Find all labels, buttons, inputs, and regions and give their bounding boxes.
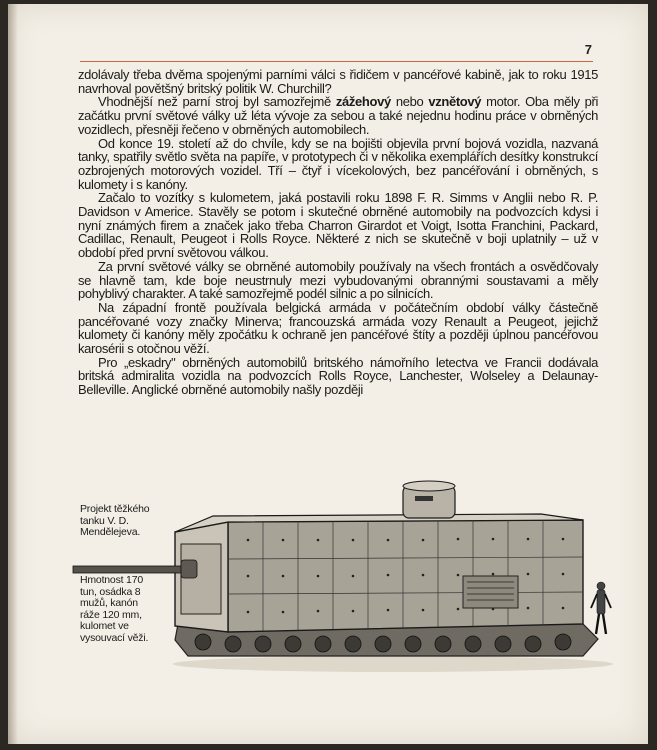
header-rule — [80, 61, 593, 62]
paragraph: Na západní frontě používala belgická armáda v počátečním období války částečně pancéřované vozy značky Minerva; francouzská armáda vozy Renault a Peugeot, jejichž kulomety či kanóny měly zpočátku k ochraně jen pancéřové štíty a později úplnou pancéřovou karosérii s otočnou věží. — [78, 299, 598, 357]
body-text — [78, 68, 598, 397]
illustration-caption-specs: Hmotnost 170 tun, osádka 8 mužů, kanón ráže 120 mm, kulomet ve vysouvací věži. — [80, 574, 149, 644]
paragraph: zdolávaly třeba dvěma spojenými parními válci s řidičem v pancéřové kabině, jak to roku 1915 navrhoval povětšný britský politik W. Churchill? — [78, 67, 598, 96]
paragraph-text: motor. Oba měly při začátku první světové války už léta vývoje za sebou a také nejednu hodinu práce v obrněných vozidlech, přesněji řečeno v obrněných automobilech. — [78, 94, 598, 137]
bold-term: vznětový — [428, 94, 482, 110]
paragraph: Od konce 19. století až do chvíle, kdy se na bojišti objevila první bojová vozidla, nazvaná tanky, spatřily světlo světa na papíře, v prototypech či v několika exemplářích desítky konstrukcí ozbrojených motorových vozidel. Tří – čtyř i vícekolových, bez pancéřování i obrněných, s kulomety i s kanóny. — [78, 135, 598, 192]
book-page — [8, 4, 648, 744]
human-figure — [591, 582, 611, 634]
paragraph-text: nebo — [390, 94, 429, 110]
paragraph-text: Vhodnější než parní stroj byl samozřejmě — [98, 94, 336, 110]
illustration-caption-title: Projekt těžkého tanku V. D. Mendělejeva. — [80, 503, 150, 538]
paragraph — [78, 95, 598, 136]
page-number: 7 — [584, 42, 592, 57]
bold-term: zážehový — [335, 94, 391, 110]
paragraph: Za první světové války se obrněné automobily používaly na všech frontách a osvědčovaly se hlavně tam, kde boje neustrnuly mezi vybudovanými obrannými soustavami a měly pohyblivý charakter. A také samozřejmě podél silnic a po silnicích. — [78, 258, 598, 302]
page-gutter-shadow — [8, 4, 18, 744]
paragraph: Začalo to vozítky s kulometem, jaká postavili roku 1898 F. R. Simms v Anglii nebo R. P. Davidson v Americe. Stavěly se potom i skutečné obrněné automobily na podvozcích kdysi i nyní známých firem a značek jako třeba Charron Girardot et Voigt, Isotta Franchini, Packard, Cadillac, Renault, Peugeot i Rolls Royce. Některé z nich se skutečně v boji uplatnily – už v období před první světovou válkou. — [78, 190, 598, 261]
paragraph: Pro „eskadry" obrněných automobilů britského námořního letectva ve Francii dodávala britská admiralita vozidla na podvozcích Rolls Royce, Lanchester, Wolseley a Delaunay-Belleville. Anglické obrněné automobily našly později — [78, 354, 598, 398]
tank-illustration — [63, 474, 633, 694]
